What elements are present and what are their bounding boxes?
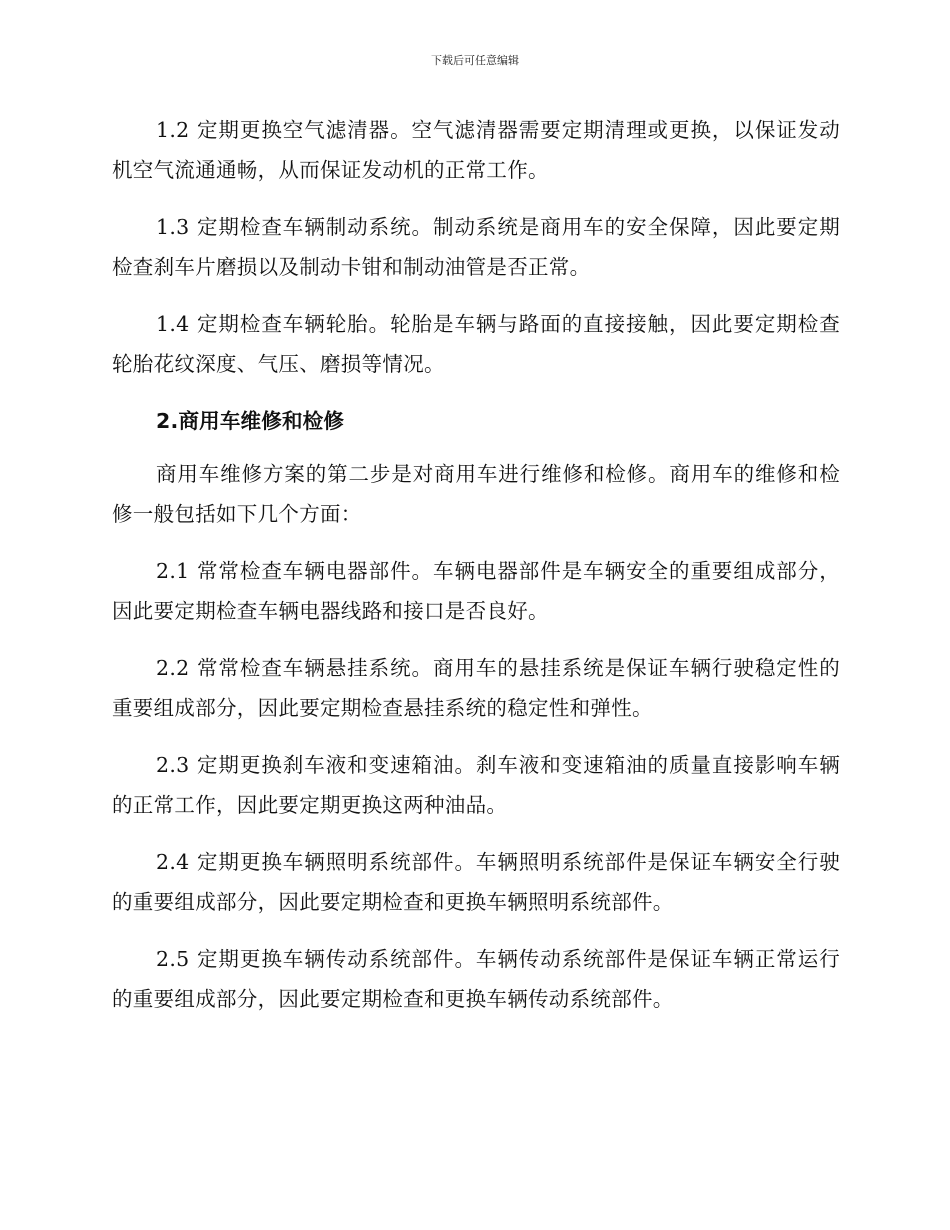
page-header: 下载后可任意编辑 — [431, 54, 519, 67]
paragraph-1-2: 1.2 定期更换空气滤清器。空气滤清器需要定期清理或更换，以保证发动机空气流通通畅，从而保证发动机的正常工作。 — [112, 118, 840, 182]
paragraph-2-2: 2.2 常常检查车辆悬挂系统。商用车的悬挂系统是保证车辆行驶稳定性的重要组成部分，因此要定期检查悬挂系统的稳定性和弹性。 — [112, 656, 840, 720]
paragraph-section-2-intro: 商用车维修方案的第二步是对商用车进行维修和检修。商用车的维修和检修一般包括如下几个方面： — [112, 462, 840, 526]
paragraph-2-4: 2.4 定期更换车辆照明系统部件。车辆照明系统部件是保证车辆安全行驶的重要组成部分，因此要定期检查和更换车辆照明系统部件。 — [112, 850, 840, 914]
paragraph-1-3: 1.3 定期检查车辆制动系统。制动系统是商用车的安全保障，因此要定期检查刹车片磨损以及制动卡钳和制动油管是否正常。 — [112, 215, 840, 279]
document-body — [112, 110, 840, 1036]
paragraph-1-4: 1.4 定期检查车辆轮胎。轮胎是车辆与路面的直接接触，因此要定期检查轮胎花纹深度、气压、磨损等情况。 — [112, 312, 840, 376]
paragraph-2-5: 2.5 定期更换车辆传动系统部件。车辆传动系统部件是保证车辆正常运行的重要组成部分，因此要定期检查和更换车辆传动系统部件。 — [112, 947, 840, 1011]
section-heading-2: 2.商用车维修和检修 — [156, 409, 345, 433]
paragraph-2-1: 2.1 常常检查车辆电器部件。车辆电器部件是车辆安全的重要组成部分，因此要定期检查车辆电器线路和接口是否良好。 — [112, 559, 840, 623]
paragraph-2-3: 2.3 定期更换刹车液和变速箱油。刹车液和变速箱油的质量直接影响车辆的正常工作，因此要定期更换这两种油品。 — [112, 753, 840, 817]
